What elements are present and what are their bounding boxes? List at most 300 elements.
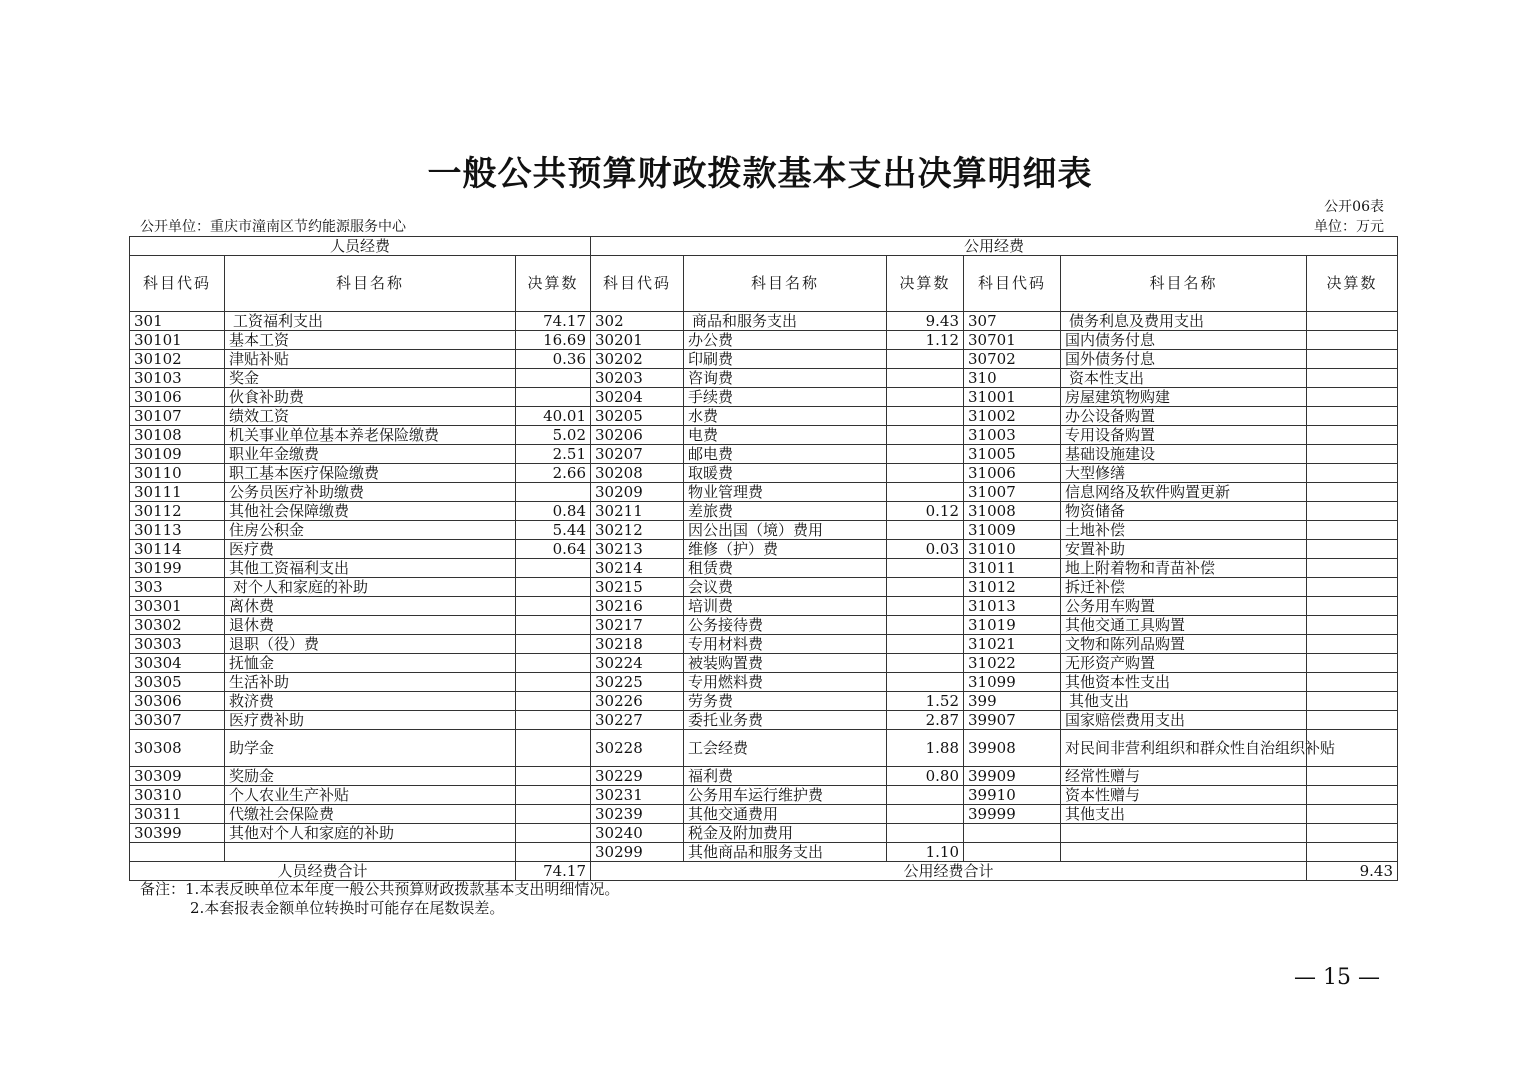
cell-name: 职工基本医疗保险缴费 bbox=[225, 464, 516, 483]
cell-name bbox=[1061, 824, 1307, 843]
cell-name: 水费 bbox=[684, 407, 887, 426]
cell-code bbox=[130, 843, 225, 862]
cell-value bbox=[887, 426, 964, 445]
cell-value bbox=[1307, 388, 1398, 407]
cell-value: 0.84 bbox=[516, 502, 591, 521]
table-row bbox=[130, 540, 1398, 559]
cell-code: 303 bbox=[130, 578, 225, 597]
cell-value bbox=[1307, 616, 1398, 635]
cell-value bbox=[1307, 540, 1398, 559]
cell-code: 30227 bbox=[591, 711, 684, 730]
cell-name: 咨询费 bbox=[684, 369, 887, 388]
cell-name: 手续费 bbox=[684, 388, 887, 407]
note-line: 备注：1.本表反映单位本年度一般公共预算财政拨款基本支出明细情况。 bbox=[140, 880, 620, 898]
totals-row bbox=[130, 862, 1398, 881]
cell-name: 生活补助 bbox=[225, 673, 516, 692]
cell-code: 31006 bbox=[964, 464, 1061, 483]
cell-value: 5.44 bbox=[516, 521, 591, 540]
cell-code: 30199 bbox=[130, 559, 225, 578]
cell-code: 30106 bbox=[130, 388, 225, 407]
cell-name: 租赁费 bbox=[684, 559, 887, 578]
cell-value bbox=[887, 786, 964, 805]
cell-code: 30303 bbox=[130, 635, 225, 654]
cell-value bbox=[516, 578, 591, 597]
table-row bbox=[130, 824, 1398, 843]
cell-code: 31001 bbox=[964, 388, 1061, 407]
cell-name: 离休费 bbox=[225, 597, 516, 616]
cell-value bbox=[516, 767, 591, 786]
reporting-unit: 公开单位：重庆市潼南区节约能源服务中心 bbox=[140, 219, 406, 235]
cell-code: 39910 bbox=[964, 786, 1061, 805]
cell-name: 专用燃料费 bbox=[684, 673, 887, 692]
cell-code: 30702 bbox=[964, 350, 1061, 369]
table-row bbox=[130, 483, 1398, 502]
cell-value bbox=[1307, 521, 1398, 540]
cell-value bbox=[1307, 426, 1398, 445]
public-total-value: 9.43 bbox=[1307, 862, 1398, 881]
cell-code: 30111 bbox=[130, 483, 225, 502]
cell-code: 310 bbox=[964, 369, 1061, 388]
cell-name: 其他商品和服务支出 bbox=[684, 843, 887, 862]
cell-value bbox=[887, 445, 964, 464]
cell-name: 医疗费补助 bbox=[225, 711, 516, 730]
cell-name: 房屋建筑物购建 bbox=[1061, 388, 1307, 407]
cell-code: 30208 bbox=[591, 464, 684, 483]
cell-value: 74.17 bbox=[516, 312, 591, 331]
cell-code: 39909 bbox=[964, 767, 1061, 786]
cell-value bbox=[887, 559, 964, 578]
cell-value bbox=[516, 559, 591, 578]
cell-code: 30308 bbox=[130, 730, 225, 767]
cell-code: 30107 bbox=[130, 407, 225, 426]
cell-name: 被装购置费 bbox=[684, 654, 887, 673]
cell-value: 0.80 bbox=[887, 767, 964, 786]
cell-code: 30701 bbox=[964, 331, 1061, 350]
cell-code: 31011 bbox=[964, 559, 1061, 578]
cell-code: 30110 bbox=[130, 464, 225, 483]
cell-value bbox=[887, 654, 964, 673]
cell-value bbox=[1307, 597, 1398, 616]
cell-code: 30225 bbox=[591, 673, 684, 692]
cell-code: 31005 bbox=[964, 445, 1061, 464]
cell-name: 物业管理费 bbox=[684, 483, 887, 502]
col-header-name: 科目名称 bbox=[1061, 256, 1307, 312]
cell-name: 信息网络及软件购置更新 bbox=[1061, 483, 1307, 502]
cell-name: 工会经费 bbox=[684, 730, 887, 767]
col-header-code: 科目代码 bbox=[591, 256, 684, 312]
table-row bbox=[130, 388, 1398, 407]
cell-value bbox=[887, 616, 964, 635]
cell-code: 30302 bbox=[130, 616, 225, 635]
form-code: 公开06表 bbox=[1324, 199, 1384, 215]
cell-value: 2.66 bbox=[516, 464, 591, 483]
table-row bbox=[130, 616, 1398, 635]
cell-value bbox=[887, 635, 964, 654]
cell-name: 退职（役）费 bbox=[225, 635, 516, 654]
col-header-name: 科目名称 bbox=[684, 256, 887, 312]
cell-name: 助学金 bbox=[225, 730, 516, 767]
cell-name: 经常性赠与 bbox=[1061, 767, 1307, 786]
cell-name: 医疗费 bbox=[225, 540, 516, 559]
cell-value bbox=[516, 692, 591, 711]
cell-name: 其他支出 bbox=[1061, 805, 1307, 824]
cell-name: 其他资本性支出 bbox=[1061, 673, 1307, 692]
cell-value bbox=[1307, 578, 1398, 597]
cell-name: 地上附着物和青苗补偿 bbox=[1061, 559, 1307, 578]
cell-code: 39999 bbox=[964, 805, 1061, 824]
cell-code: 30114 bbox=[130, 540, 225, 559]
cell-code: 30218 bbox=[591, 635, 684, 654]
table-row bbox=[130, 578, 1398, 597]
cell-value bbox=[1307, 654, 1398, 673]
cell-value: 16.69 bbox=[516, 331, 591, 350]
table-row bbox=[130, 711, 1398, 730]
cell-value bbox=[1307, 673, 1398, 692]
cell-value bbox=[516, 786, 591, 805]
cell-value bbox=[887, 350, 964, 369]
cell-name: 安置补助 bbox=[1061, 540, 1307, 559]
cell-code: 31009 bbox=[964, 521, 1061, 540]
cell-code: 30224 bbox=[591, 654, 684, 673]
cell-value bbox=[516, 805, 591, 824]
cell-name: 国外债务付息 bbox=[1061, 350, 1307, 369]
cell-code: 39907 bbox=[964, 711, 1061, 730]
cell-value: 0.64 bbox=[516, 540, 591, 559]
table-row bbox=[130, 331, 1398, 350]
cell-code: 31021 bbox=[964, 635, 1061, 654]
cell-name: 津贴补贴 bbox=[225, 350, 516, 369]
cell-value bbox=[516, 730, 591, 767]
cell-code: 30239 bbox=[591, 805, 684, 824]
cell-value bbox=[1307, 483, 1398, 502]
table-row bbox=[130, 597, 1398, 616]
cell-value: 9.43 bbox=[887, 312, 964, 331]
cell-code: 31012 bbox=[964, 578, 1061, 597]
cell-name: 机关事业单位基本养老保险缴费 bbox=[225, 426, 516, 445]
cell-value bbox=[1307, 786, 1398, 805]
cell-code: 30214 bbox=[591, 559, 684, 578]
group-header-public: 公用经费 bbox=[591, 237, 1398, 256]
cell-code: 31003 bbox=[964, 426, 1061, 445]
table-row bbox=[130, 654, 1398, 673]
cell-value: 0.03 bbox=[887, 540, 964, 559]
table-row bbox=[130, 692, 1398, 711]
cell-name: 其他交通工具购置 bbox=[1061, 616, 1307, 635]
cell-value bbox=[516, 654, 591, 673]
cell-name: 基本工资 bbox=[225, 331, 516, 350]
cell-name: 物资储备 bbox=[1061, 502, 1307, 521]
cell-name: 国家赔偿费用支出 bbox=[1061, 711, 1307, 730]
cell-value: 5.02 bbox=[516, 426, 591, 445]
cell-name: 资本性赠与 bbox=[1061, 786, 1307, 805]
cell-name: 委托业务费 bbox=[684, 711, 887, 730]
cell-name: 其他交通费用 bbox=[684, 805, 887, 824]
cell-code: 30217 bbox=[591, 616, 684, 635]
cell-code: 302 bbox=[591, 312, 684, 331]
cell-code: 30240 bbox=[591, 824, 684, 843]
note-line: 2.本套报表金额单位转换时可能存在尾数误差。 bbox=[190, 899, 505, 917]
cell-code: 307 bbox=[964, 312, 1061, 331]
cell-value bbox=[887, 805, 964, 824]
cell-name: 退休费 bbox=[225, 616, 516, 635]
cell-code: 30201 bbox=[591, 331, 684, 350]
cell-value bbox=[516, 597, 591, 616]
cell-code: 31013 bbox=[964, 597, 1061, 616]
cell-name: 公务接待费 bbox=[684, 616, 887, 635]
public-total-label: 公用经费合计 bbox=[591, 862, 1307, 881]
cell-value bbox=[1307, 805, 1398, 824]
cell-value bbox=[1307, 369, 1398, 388]
cell-name: 土地补偿 bbox=[1061, 521, 1307, 540]
cell-code: 30205 bbox=[591, 407, 684, 426]
cell-name: 基础设施建设 bbox=[1061, 445, 1307, 464]
cell-code: 30309 bbox=[130, 767, 225, 786]
page-number: — 15 — bbox=[1294, 965, 1380, 990]
cell-code: 30304 bbox=[130, 654, 225, 673]
cell-value bbox=[887, 578, 964, 597]
table-row bbox=[130, 559, 1398, 578]
cell-code: 30213 bbox=[591, 540, 684, 559]
cell-name: 其他工资福利支出 bbox=[225, 559, 516, 578]
cell-code: 30103 bbox=[130, 369, 225, 388]
cell-value bbox=[1307, 407, 1398, 426]
cell-value bbox=[887, 464, 964, 483]
table-row bbox=[130, 805, 1398, 824]
cell-name: 代缴社会保险费 bbox=[225, 805, 516, 824]
cell-value bbox=[1307, 767, 1398, 786]
cell-name: 办公费 bbox=[684, 331, 887, 350]
cell-name: 福利费 bbox=[684, 767, 887, 786]
cell-name: 大型修缮 bbox=[1061, 464, 1307, 483]
cell-value bbox=[887, 521, 964, 540]
personnel-total-value: 74.17 bbox=[516, 862, 591, 881]
cell-value bbox=[516, 824, 591, 843]
cell-code: 30231 bbox=[591, 786, 684, 805]
cell-name: 其他社会保障缴费 bbox=[225, 502, 516, 521]
cell-name: 文物和陈列品购置 bbox=[1061, 635, 1307, 654]
cell-value bbox=[1307, 559, 1398, 578]
cell-code: 30399 bbox=[130, 824, 225, 843]
cell-value bbox=[516, 711, 591, 730]
cell-value: 1.10 bbox=[887, 843, 964, 862]
cell-value bbox=[1307, 464, 1398, 483]
cell-name bbox=[225, 843, 516, 862]
cell-code: 30209 bbox=[591, 483, 684, 502]
cell-value bbox=[516, 635, 591, 654]
cell-code: 31022 bbox=[964, 654, 1061, 673]
cell-name: 商品和服务支出 bbox=[684, 312, 887, 331]
cell-code: 399 bbox=[964, 692, 1061, 711]
table-row bbox=[130, 426, 1398, 445]
cell-code: 30229 bbox=[591, 767, 684, 786]
cell-code: 30212 bbox=[591, 521, 684, 540]
table-row bbox=[130, 730, 1398, 767]
table-row bbox=[130, 312, 1398, 331]
cell-name: 个人农业生产补贴 bbox=[225, 786, 516, 805]
cell-name: 专用材料费 bbox=[684, 635, 887, 654]
cell-code: 30102 bbox=[130, 350, 225, 369]
col-header-code: 科目代码 bbox=[964, 256, 1061, 312]
table-row bbox=[130, 445, 1398, 464]
table-row bbox=[130, 673, 1398, 692]
cell-name: 资本性支出 bbox=[1061, 369, 1307, 388]
cell-name: 因公出国（境）费用 bbox=[684, 521, 887, 540]
cell-value bbox=[1307, 502, 1398, 521]
cell-name: 绩效工资 bbox=[225, 407, 516, 426]
cell-name: 印刷费 bbox=[684, 350, 887, 369]
cell-value: 2.51 bbox=[516, 445, 591, 464]
cell-code: 31002 bbox=[964, 407, 1061, 426]
cell-value: 1.12 bbox=[887, 331, 964, 350]
page-title: 一般公共预算财政拨款基本支出决算明细表 bbox=[427, 154, 1093, 194]
cell-name: 抚恤金 bbox=[225, 654, 516, 673]
cell-code: 30202 bbox=[591, 350, 684, 369]
cell-code: 30305 bbox=[130, 673, 225, 692]
cell-name: 国内债务付息 bbox=[1061, 331, 1307, 350]
cell-name: 对个人和家庭的补助 bbox=[225, 578, 516, 597]
cell-code: 30311 bbox=[130, 805, 225, 824]
table-row bbox=[130, 786, 1398, 805]
cell-name: 救济费 bbox=[225, 692, 516, 711]
cell-name bbox=[1061, 843, 1307, 862]
cell-name: 专用设备购置 bbox=[1061, 426, 1307, 445]
cell-name: 维修（护）费 bbox=[684, 540, 887, 559]
cell-name: 伙食补助费 bbox=[225, 388, 516, 407]
cell-value bbox=[516, 673, 591, 692]
cell-value bbox=[1307, 824, 1398, 843]
cell-name: 办公设备购置 bbox=[1061, 407, 1307, 426]
cell-code: 31019 bbox=[964, 616, 1061, 635]
cell-code: 30307 bbox=[130, 711, 225, 730]
table-row bbox=[130, 635, 1398, 654]
cell-value bbox=[887, 407, 964, 426]
cell-name: 差旅费 bbox=[684, 502, 887, 521]
cell-value bbox=[887, 369, 964, 388]
cell-name: 工资福利支出 bbox=[225, 312, 516, 331]
table-row bbox=[130, 464, 1398, 483]
cell-code: 30112 bbox=[130, 502, 225, 521]
col-header-amount: 决算数 bbox=[516, 256, 591, 312]
cell-code: 30108 bbox=[130, 426, 225, 445]
table-row bbox=[130, 350, 1398, 369]
cell-code: 30215 bbox=[591, 578, 684, 597]
expenditure-table bbox=[129, 236, 1398, 881]
table-row bbox=[130, 767, 1398, 786]
cell-value bbox=[1307, 331, 1398, 350]
cell-code: 31010 bbox=[964, 540, 1061, 559]
cell-name: 公务用车购置 bbox=[1061, 597, 1307, 616]
cell-value: 40.01 bbox=[516, 407, 591, 426]
cell-name: 劳务费 bbox=[684, 692, 887, 711]
cell-name: 其他对个人和家庭的补助 bbox=[225, 824, 516, 843]
cell-code: 31008 bbox=[964, 502, 1061, 521]
cell-code: 30299 bbox=[591, 843, 684, 862]
cell-name: 培训费 bbox=[684, 597, 887, 616]
col-header-amount: 决算数 bbox=[887, 256, 964, 312]
cell-name: 无形资产购置 bbox=[1061, 654, 1307, 673]
cell-value bbox=[1307, 312, 1398, 331]
group-header-personnel: 人员经费 bbox=[130, 237, 591, 256]
cell-name: 税金及附加费用 bbox=[684, 824, 887, 843]
cell-code: 30203 bbox=[591, 369, 684, 388]
cell-name: 债务利息及费用支出 bbox=[1061, 312, 1307, 331]
cell-code: 30101 bbox=[130, 331, 225, 350]
cell-value: 2.87 bbox=[887, 711, 964, 730]
cell-name: 公务员医疗补助缴费 bbox=[225, 483, 516, 502]
cell-name: 奖金 bbox=[225, 369, 516, 388]
cell-value bbox=[516, 616, 591, 635]
cell-code: 30306 bbox=[130, 692, 225, 711]
cell-code bbox=[964, 843, 1061, 862]
cell-value: 0.12 bbox=[887, 502, 964, 521]
cell-code: 30228 bbox=[591, 730, 684, 767]
cell-value: 1.88 bbox=[887, 730, 964, 767]
cell-code: 301 bbox=[130, 312, 225, 331]
col-header-amount: 决算数 bbox=[1307, 256, 1398, 312]
cell-name: 取暖费 bbox=[684, 464, 887, 483]
cell-value: 0.36 bbox=[516, 350, 591, 369]
cell-name: 拆迁补偿 bbox=[1061, 578, 1307, 597]
cell-value bbox=[887, 597, 964, 616]
table-row bbox=[130, 407, 1398, 426]
cell-value bbox=[516, 388, 591, 407]
cell-value bbox=[1307, 692, 1398, 711]
cell-value bbox=[516, 843, 591, 862]
cell-code: 30204 bbox=[591, 388, 684, 407]
table-row bbox=[130, 369, 1398, 388]
cell-code: 30113 bbox=[130, 521, 225, 540]
currency-unit: 单位：万元 bbox=[1314, 219, 1384, 235]
cell-code: 30310 bbox=[130, 786, 225, 805]
cell-value bbox=[887, 388, 964, 407]
personnel-total-label: 人员经费合计 bbox=[130, 862, 516, 881]
notes bbox=[140, 880, 619, 918]
cell-name: 其他支出 bbox=[1061, 692, 1307, 711]
cell-name: 公务用车运行维护费 bbox=[684, 786, 887, 805]
cell-code: 39908 bbox=[964, 730, 1061, 767]
table-row bbox=[130, 502, 1398, 521]
cell-value bbox=[516, 369, 591, 388]
table-row bbox=[130, 521, 1398, 540]
cell-code: 30216 bbox=[591, 597, 684, 616]
cell-code: 30301 bbox=[130, 597, 225, 616]
cell-name: 对民间非营利组织和群众性自治组织补贴 bbox=[1061, 730, 1307, 767]
cell-value bbox=[887, 824, 964, 843]
col-header-code: 科目代码 bbox=[130, 256, 225, 312]
table-row bbox=[130, 843, 1398, 862]
cell-name: 职业年金缴费 bbox=[225, 445, 516, 464]
cell-code: 30206 bbox=[591, 426, 684, 445]
cell-name: 奖励金 bbox=[225, 767, 516, 786]
cell-name: 邮电费 bbox=[684, 445, 887, 464]
cell-code: 30226 bbox=[591, 692, 684, 711]
unit-line bbox=[140, 216, 1384, 234]
col-header-name: 科目名称 bbox=[225, 256, 516, 312]
cell-value: 1.52 bbox=[887, 692, 964, 711]
cell-code bbox=[964, 824, 1061, 843]
cell-value bbox=[1307, 711, 1398, 730]
cell-code: 30211 bbox=[591, 502, 684, 521]
cell-value bbox=[1307, 445, 1398, 464]
cell-value bbox=[887, 673, 964, 692]
cell-value bbox=[1307, 635, 1398, 654]
cell-value bbox=[1307, 350, 1398, 369]
cell-code: 31007 bbox=[964, 483, 1061, 502]
cell-value bbox=[887, 483, 964, 502]
cell-name: 住房公积金 bbox=[225, 521, 516, 540]
cell-name: 会议费 bbox=[684, 578, 887, 597]
cell-code: 30207 bbox=[591, 445, 684, 464]
